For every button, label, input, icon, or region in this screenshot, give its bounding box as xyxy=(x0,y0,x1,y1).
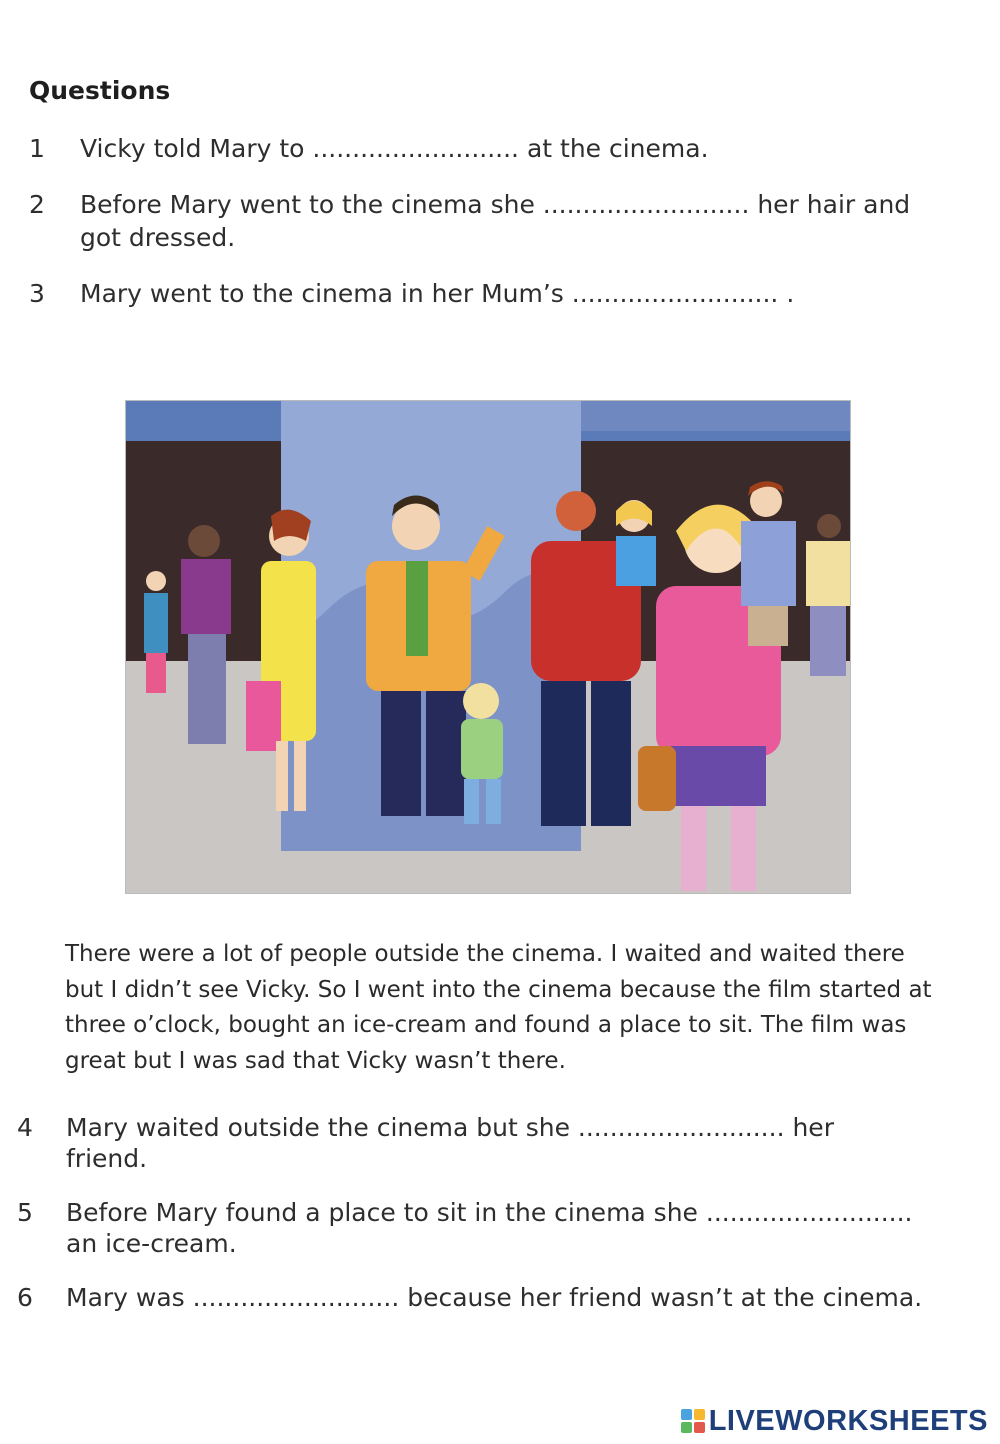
question-text: Mary went to the cinema in her Mum’s .......................... . xyxy=(80,279,795,308)
brand-name: LIVEWORKSHEETS xyxy=(708,1404,988,1437)
question-5 xyxy=(17,1196,987,1262)
liveworksheets-grid-icon xyxy=(681,1409,705,1433)
question-number: 6 xyxy=(17,1283,33,1312)
question-text: Before Mary went to the cinema she .......................... her hair and xyxy=(80,190,911,219)
question-number: 4 xyxy=(17,1113,33,1142)
story-paragraph: There were a lot of people outside the cinema. I waited and waited there but I didn’t see Vicky. So I went into the cinema because the film started at three o’clock, bought an ice-cream and found a place to sit. The film was great but I was sad that Vicky wasn’t there. xyxy=(65,941,932,1074)
question-6 xyxy=(17,1281,987,1315)
question-number: 3 xyxy=(29,279,45,308)
question-text-continued: friend. xyxy=(66,1144,148,1173)
question-number: 2 xyxy=(29,190,45,219)
question-3 xyxy=(29,277,989,311)
questions-heading: Questions xyxy=(29,76,171,105)
question-text: Mary was .......................... because her friend wasn’t at the cinema. xyxy=(66,1283,923,1312)
question-2 xyxy=(29,188,989,256)
liveworksheets-logo xyxy=(681,1403,988,1439)
question-number: 1 xyxy=(29,134,45,163)
question-number: 5 xyxy=(17,1198,33,1227)
question-text: Before Mary found a place to sit in the cinema she .......................... xyxy=(66,1198,913,1227)
question-text-continued: an ice-cream. xyxy=(66,1229,237,1258)
cinema-crowd-illustration xyxy=(125,400,851,894)
question-1 xyxy=(29,132,989,166)
question-text: Vicky told Mary to .......................... at the cinema. xyxy=(80,134,709,163)
question-4 xyxy=(17,1111,987,1177)
question-text-continued: got dressed. xyxy=(80,223,236,252)
question-text: Mary waited outside the cinema but she .......................... her xyxy=(66,1113,834,1142)
